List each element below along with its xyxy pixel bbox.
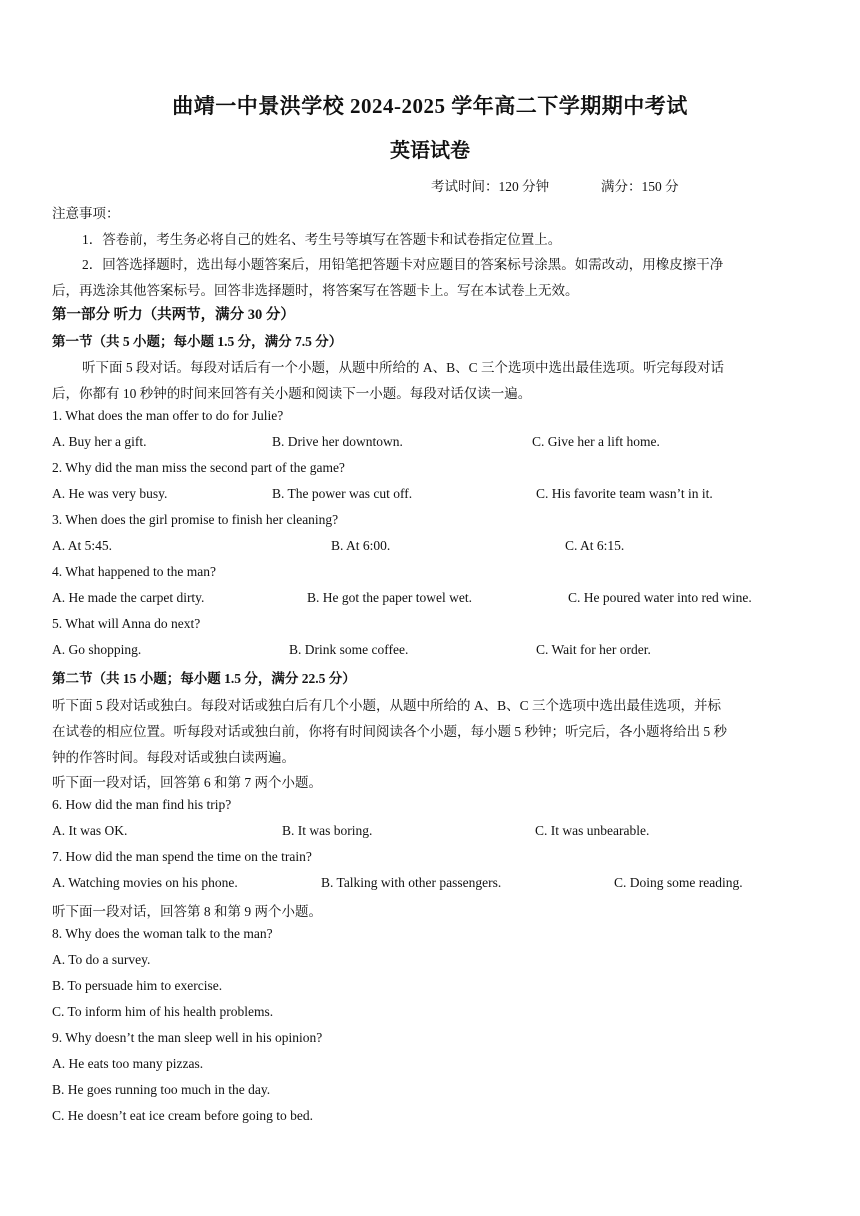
notice-item-1: 1．答卷前，考生务必将自己的姓名、考生号等填写在答题卡和试卷指定位置上。 <box>82 232 562 247</box>
q5-option-b: B. Drink some coffee. <box>289 642 409 657</box>
q6-option-b: B. It was boring. <box>282 823 373 838</box>
exam-full-score: 满分：150 分 <box>601 179 679 194</box>
q2-option-c: C. His favorite team wasn’t in it. <box>536 486 713 501</box>
question-9: 9. Why doesn’t the man sleep well in his opinion? <box>52 1030 323 1045</box>
question-7: 7. How did the man spend the time on the train? <box>52 849 312 864</box>
question-1: 1. What does the man offer to do for Julie? <box>52 408 284 423</box>
exam-subtitle: 英语试卷 <box>390 140 470 162</box>
q6-option-c: C. It was unbearable. <box>535 823 650 838</box>
section2-instruction-line-1: 听下面 5 段对话或独白。每段对话或独白后有几个小题，从题中所给的 A、B、C 三个选项中选出最佳选项，并标 <box>52 698 722 713</box>
notice-item-2-line-1: 2．回答选择题时，选出每小题答案后，用铅笔把答题卡对应题目的答案标号涂黑。如需改动，用橡皮擦干净 <box>82 257 724 272</box>
q1-option-c: C. Give her a lift home. <box>532 434 660 449</box>
q7-option-b: B. Talking with other passengers. <box>321 875 502 890</box>
question-2: 2. Why did the man miss the second part of the game? <box>52 460 345 475</box>
q7-option-c: C. Doing some reading. <box>614 875 743 890</box>
q4-option-c: C. He poured water into red wine. <box>568 590 752 605</box>
q6-option-a: A. It was OK. <box>52 823 128 838</box>
section1-instruction-line-2: 后，你都有 10 秒钟的时间来回答有关小题和阅读下一小题。每段对话仅读一遍。 <box>52 386 532 401</box>
q5-option-a: A. Go shopping. <box>52 642 142 657</box>
q2-option-b: B. The power was cut off. <box>272 486 413 501</box>
question-6: 6. How did the man find his trip? <box>52 797 232 812</box>
question-8: 8. Why does the woman talk to the man? <box>52 926 273 941</box>
q1-option-a: A. Buy her a gift. <box>52 434 147 449</box>
q2-option-a: A. He was very busy. <box>52 486 168 501</box>
q8-option-c: C. To inform him of his health problems. <box>52 1004 274 1019</box>
q3-option-c: C. At 6:15. <box>565 538 625 553</box>
q9-option-b: B. He goes running too much in the day. <box>52 1082 271 1097</box>
section1-title: 第一节（共 5 小题；每小题 1.5 分，满分 7.5 分） <box>52 334 343 349</box>
dialogue-group-6-7: 听下面一段对话，回答第 6 和第 7 两个小题。 <box>52 775 322 790</box>
q8-option-b: B. To persuade him to exercise. <box>52 978 223 993</box>
exam-time: 考试时间：120 分钟 <box>431 179 550 194</box>
section2-instruction-line-2: 在试卷的相应位置。听每段对话或独白前，你将有时间阅读各个小题，每小题 5 秒钟；听完后，各小题将给出 5 秒 <box>52 724 727 739</box>
section2-title: 第二节（共 15 小题；每小题 1.5 分，满分 22.5 分） <box>52 671 356 686</box>
exam-title: 曲靖一中景洪学校 2024-2025 学年高二下学期期中考试 <box>172 94 688 118</box>
q9-option-c: C. He doesn’t eat ice cream before going to bed. <box>52 1108 314 1123</box>
dialogue-group-8-9: 听下面一段对话，回答第 8 和第 9 两个小题。 <box>52 904 322 919</box>
q4-option-b: B. He got the paper towel wet. <box>307 590 472 605</box>
notice-heading: 注意事项： <box>52 206 120 221</box>
question-4: 4. What happened to the man? <box>52 564 216 579</box>
q3-option-a: A. At 5:45. <box>52 538 113 553</box>
q4-option-a: A. He made the carpet dirty. <box>52 590 205 605</box>
notice-item-2-line-2: 后，再选涂其他答案标号。回答非选择题时，将答案写在答题卡上。写在本试卷上无效。 <box>52 283 579 298</box>
part1-title: 第一部分 听力（共两节，满分 30 分） <box>52 307 295 323</box>
q7-option-a: A. Watching movies on his phone. <box>52 875 238 890</box>
section1-instruction-line-1: 听下面 5 段对话。每段对话后有一个小题，从题中所给的 A、B、C 三个选项中选出最佳选项。听完每段对话 <box>82 360 725 375</box>
q8-option-a: A. To do a survey. <box>52 952 151 967</box>
q9-option-a: A. He eats too many pizzas. <box>52 1056 204 1071</box>
question-5: 5. What will Anna do next? <box>52 616 201 631</box>
q1-option-b: B. Drive her downtown. <box>272 434 403 449</box>
section2-instruction-line-3: 钟的作答时间。每段对话或独白读两遍。 <box>52 750 295 765</box>
question-3: 3. When does the girl promise to finish her cleaning? <box>52 512 339 527</box>
q3-option-b: B. At 6:00. <box>331 538 391 553</box>
q5-option-c: C. Wait for her order. <box>536 642 651 657</box>
